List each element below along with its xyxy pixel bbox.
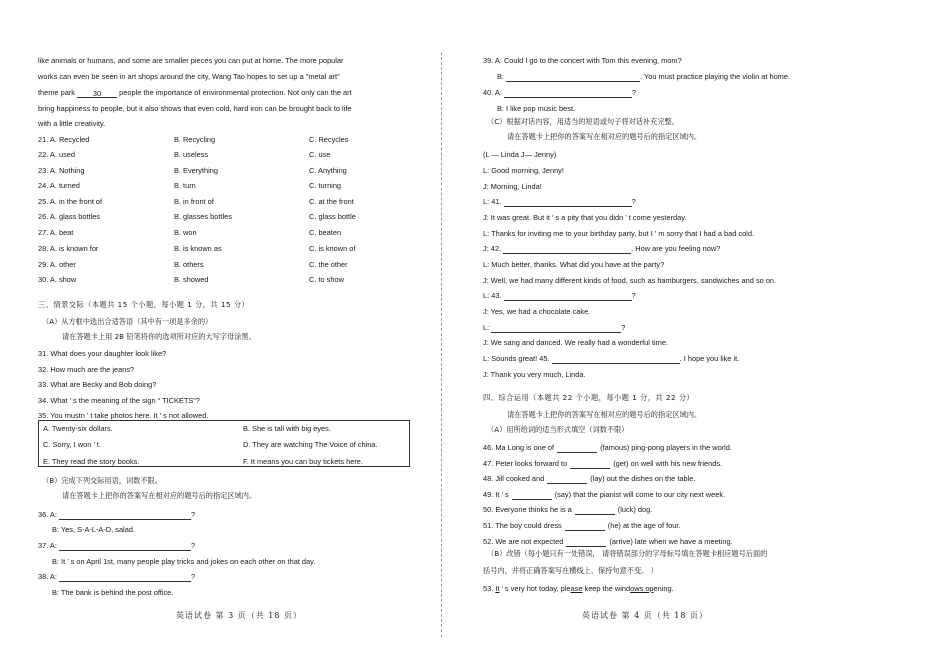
option-21-c: C. Recycles <box>309 135 349 144</box>
page-divider <box>441 52 442 637</box>
fill-prefix: 51. The boy could dress <box>483 521 562 530</box>
q53-text: ’ s very hot today, ple <box>501 584 571 593</box>
fill-suffix: (luck) dog. <box>617 505 653 514</box>
option-28-b: B. is known as <box>174 244 222 253</box>
page-4-footer: 英语试卷 第 4 页（共 18 页） <box>582 611 708 620</box>
fill-suffix: (famous) ping-pong players in the world. <box>600 443 732 452</box>
question-34: 34. What ’ s the meaning of the sign “ TICKETS”? <box>38 396 200 405</box>
answer-blank <box>503 245 631 254</box>
option-24-a: 24. A. turned <box>38 181 80 190</box>
question-35: 35. You mustn ’ t take photos here. It ’ s not allowed. <box>38 411 209 420</box>
answer-blank <box>59 573 191 582</box>
dialogue-38-a: B: The bank is behind the post office. <box>52 588 174 597</box>
passage-prefix: theme park <box>38 88 75 97</box>
option-22-b: B. useless <box>174 150 209 159</box>
q53-num: 53. <box>483 584 494 593</box>
passage-line: with a little creativity. <box>38 119 106 128</box>
fill-prefix: 46. Ma Long is one of <box>483 443 555 452</box>
conv-label: L: 41. <box>483 197 502 206</box>
fill-blank <box>575 506 615 515</box>
fill-item-47 <box>483 459 722 469</box>
answer-blank <box>552 355 680 364</box>
conv-line-42 <box>483 244 720 254</box>
fill-prefix: 50. Everyone thinks he is a <box>483 505 572 514</box>
option-30-b: B. showed <box>174 275 209 284</box>
conv-line: J: Well, we had many different kinds of food, such as hamburgers, sandwiches and so on. <box>483 276 777 285</box>
fill-blank <box>570 460 610 469</box>
partC-instruction: 请在答题卡上把你的答案写在相对应的题号后的指定区域内。 <box>507 132 702 141</box>
option-26-a: 26. A. glass bottles <box>38 212 101 221</box>
passage-line: works can even be seen in art shops around the city, Wang Tao hopes to set up a "metal art" <box>38 72 340 81</box>
conv-line-41: L: 41. ? <box>483 197 636 206</box>
page-3-footer: 英语试卷 第 3 页（共 18 页） <box>176 611 302 620</box>
conv-line-45 <box>483 354 739 364</box>
conv-label: L: Sounds great! 45. <box>483 354 550 363</box>
partC-title: （C）根据对话内容，用适当的短语或句子将对话补充完整。 <box>487 117 679 126</box>
correction-title: （B）改错（每小题只有一处错误， 请将错误部分的字母标号填在答题卡相应题号后面的 <box>487 549 768 558</box>
conv-line: J: Morning, Linda! <box>483 182 542 191</box>
question-40-b: B: I like pop music best. <box>497 104 576 113</box>
dialogue-label: 37. A: <box>38 541 57 550</box>
section4-title: 四、综合运用（本题共 22 个小题，每小题 1 分，共 22 分） <box>483 393 695 402</box>
option-27-b: B. won <box>174 228 197 237</box>
conv-line: J: Yes, we had a chocolate cake. <box>483 307 591 316</box>
answer-blank <box>506 73 640 82</box>
fill-suffix: (get) on well with his new friends. <box>613 459 723 468</box>
dialogue-label: 38. A: <box>38 572 57 581</box>
option-29-b: B. others <box>174 260 204 269</box>
left-page <box>38 0 416 671</box>
conv-line: J: We sang and danced. We really had a wonderful time. <box>483 338 669 347</box>
q39-b-suffix: . You must practice playing the violin at home. <box>640 72 790 81</box>
blank-number: 30 <box>92 89 102 98</box>
right-page <box>483 0 903 671</box>
dialogue-38-q: 38. A: ? <box>38 572 196 581</box>
question-31: 31. What does your daughter look like? <box>38 349 167 358</box>
fill-item-46 <box>483 443 732 453</box>
section3-title: 三、情景交际（本题共 15 个小题，每小题 1 分，共 15 分） <box>38 300 250 309</box>
fill-suffix: (he) at the age of four. <box>607 521 681 530</box>
dialogue-37-q: 37. A: ? <box>38 541 196 550</box>
answer-blank <box>504 292 632 301</box>
fill-item-52 <box>483 537 733 547</box>
box-option-f: F. It means you can buy tickets here. <box>243 457 363 466</box>
option-26-c: C. glass bottle <box>309 212 356 221</box>
dialogue-37-a: B: It ’ s on April 1st, many people play tricks and jokes on each other on that day. <box>52 557 316 566</box>
answer-blank <box>504 198 632 207</box>
q53-mark-b: ase <box>570 584 583 593</box>
option-25-b: B. in front of <box>174 197 214 206</box>
conv-line: J: Thank you very much, Linda. <box>483 370 586 379</box>
question-32: 32. How much are the jeans? <box>38 365 135 374</box>
answer-options-box <box>38 420 410 467</box>
fill-item-51 <box>483 521 680 531</box>
option-30-c: C. to show <box>309 275 344 284</box>
answer-blank <box>59 542 191 551</box>
question-39: 39. A: Could I go to the concert with Tom this evening, mom? <box>483 56 682 65</box>
option-28-c: C. is known of <box>309 244 356 253</box>
fill-blank <box>512 491 552 500</box>
dialogue-36-q: 36. A: ? <box>38 510 196 519</box>
q53-mark-c: ows op <box>630 584 654 593</box>
option-25-c: C. at the front <box>309 197 354 206</box>
fill-prefix: 48. Jill cooked and <box>483 474 545 483</box>
fill-prefix: 49. It ’ s <box>483 490 509 499</box>
passage-line: like animals or humans, and some are smaller pieces you can put at home. The more popular <box>38 56 344 65</box>
option-22-c: C. use <box>309 150 331 159</box>
conv-line-43: L: 43. ? <box>483 291 636 300</box>
correction-title-line2: 括号内，并将正确答案写在横线上，保持句意不变。 ） <box>483 566 658 575</box>
fill-blank <box>565 522 605 531</box>
option-23-b: B. Everything <box>174 166 218 175</box>
box-option-e: E. They read the story books. <box>43 457 140 466</box>
option-27-a: 27. A. beat <box>38 228 74 237</box>
partB-instruction: 请在答题卡上把你的答案写在相对应的题号后的指定区域内。 <box>62 491 257 500</box>
q53-text: ening. <box>653 584 674 593</box>
fill-suffix: (arrive) late when we have a meeting. <box>609 537 733 546</box>
box-option-b: B. She is tall with big eyes. <box>243 424 331 433</box>
q40-label: 40. A: <box>483 88 502 97</box>
fill-partA-title: （A）用所给词的适当形式填空（词数不限） <box>487 425 629 434</box>
partA-title: （A）从方框中选出合适答语（其中有一项是多余的） <box>42 317 213 326</box>
fill-prefix: 47. Peter looks forward to <box>483 459 568 468</box>
l45-suffix: . I hope you like it. <box>679 354 740 363</box>
option-21-b: B. Recycling <box>174 135 216 144</box>
fill-prefix: 52. We are not expected <box>483 537 564 546</box>
fill-blank <box>557 444 597 453</box>
answer-blank <box>504 89 632 98</box>
conv-label: L: 43. <box>483 291 502 300</box>
j42-suffix: . How are you feeling now? <box>631 244 721 253</box>
conv-label: L: <box>483 323 490 332</box>
conv-line: L: Good morning, Jenny! <box>483 166 564 175</box>
fill-item-50 <box>483 505 652 515</box>
partA-instruction: 请在答题卡上用 2B 铅笔将你的选项所对应的大写字母涂黑。 <box>62 332 256 341</box>
question-39-b: B: . You must practice playing the violin at home. <box>497 72 790 81</box>
fill-item-49 <box>483 490 725 500</box>
answer-blank <box>59 511 191 520</box>
passage-line: bring happiness to people, but it also shows that even cold, hard iron can be brought back to life <box>38 104 352 113</box>
box-option-d: D. They are watching The Voice of china. <box>243 440 378 449</box>
passage-suffix: people the importance of environmental protection. Not only can the art <box>119 88 352 97</box>
conv-line: L: Much better, thanks. What did you have at the party? <box>483 260 665 269</box>
question-33: 33. What are Becky and Bob doing? <box>38 380 157 389</box>
passage-line <box>38 88 352 98</box>
fill-blank <box>547 475 587 484</box>
option-30-a: 30. A. show <box>38 275 77 284</box>
conv-line: J: It was great. But it ’ s a pity that you didn ’ t come yesterday. <box>483 213 687 222</box>
option-23-a: 23. A. Nothing <box>38 166 85 175</box>
fill-blank <box>566 538 606 547</box>
fill-suffix: (say) that the pianist will come to our city next week. <box>554 490 726 499</box>
section4-instruction: 请在答题卡上把你的答案写在相对应的题号后的指定区域内。 <box>507 410 702 419</box>
box-option-c: C. Sorry, I won ’ t. <box>43 440 101 449</box>
roles: (L — Linda J— Jenny) <box>483 150 557 159</box>
option-26-b: B. glasses bottles <box>174 212 232 221</box>
fill-item-48 <box>483 474 695 484</box>
conv-line: L: Thanks for inviting me to your birthday party, but I ’ m sorry that I had a bad cold. <box>483 229 754 238</box>
option-25-a: 25. A. in the front of <box>38 197 103 206</box>
question-53 <box>483 584 674 594</box>
dialogue-36-a: B: Yes, S-A-L-A-D, salad. <box>52 525 135 534</box>
blank-30 <box>77 89 117 98</box>
option-27-c: C. beaten <box>309 228 342 237</box>
option-28-a: 28. A. is known for <box>38 244 99 253</box>
option-29-c: C. the other <box>309 260 348 269</box>
fill-suffix: (lay) out the dishes on the table. <box>590 474 696 483</box>
option-23-c: C. Anything <box>309 166 347 175</box>
conv-label: J: 42. <box>483 244 502 253</box>
partB-title: （B）完成下列交际用语，词数不限。 <box>42 476 162 485</box>
q53-text: keep the wind <box>582 584 631 593</box>
option-24-c: C. turning <box>309 181 342 190</box>
q53-mark-a: It <box>495 584 500 593</box>
question-40: 40. A: ? <box>483 88 637 97</box>
conv-line-44: L: ? <box>483 323 626 332</box>
dialogue-label: 36. A: <box>38 510 57 519</box>
option-29-a: 29. A. other <box>38 260 76 269</box>
option-21-a: 21. A. Recycled <box>38 135 90 144</box>
option-24-b: B. turn <box>174 181 196 190</box>
box-option-a: A. Twenty-six dollars. <box>43 424 113 433</box>
option-22-a: 22. A. used <box>38 150 75 159</box>
answer-blank <box>491 324 621 333</box>
